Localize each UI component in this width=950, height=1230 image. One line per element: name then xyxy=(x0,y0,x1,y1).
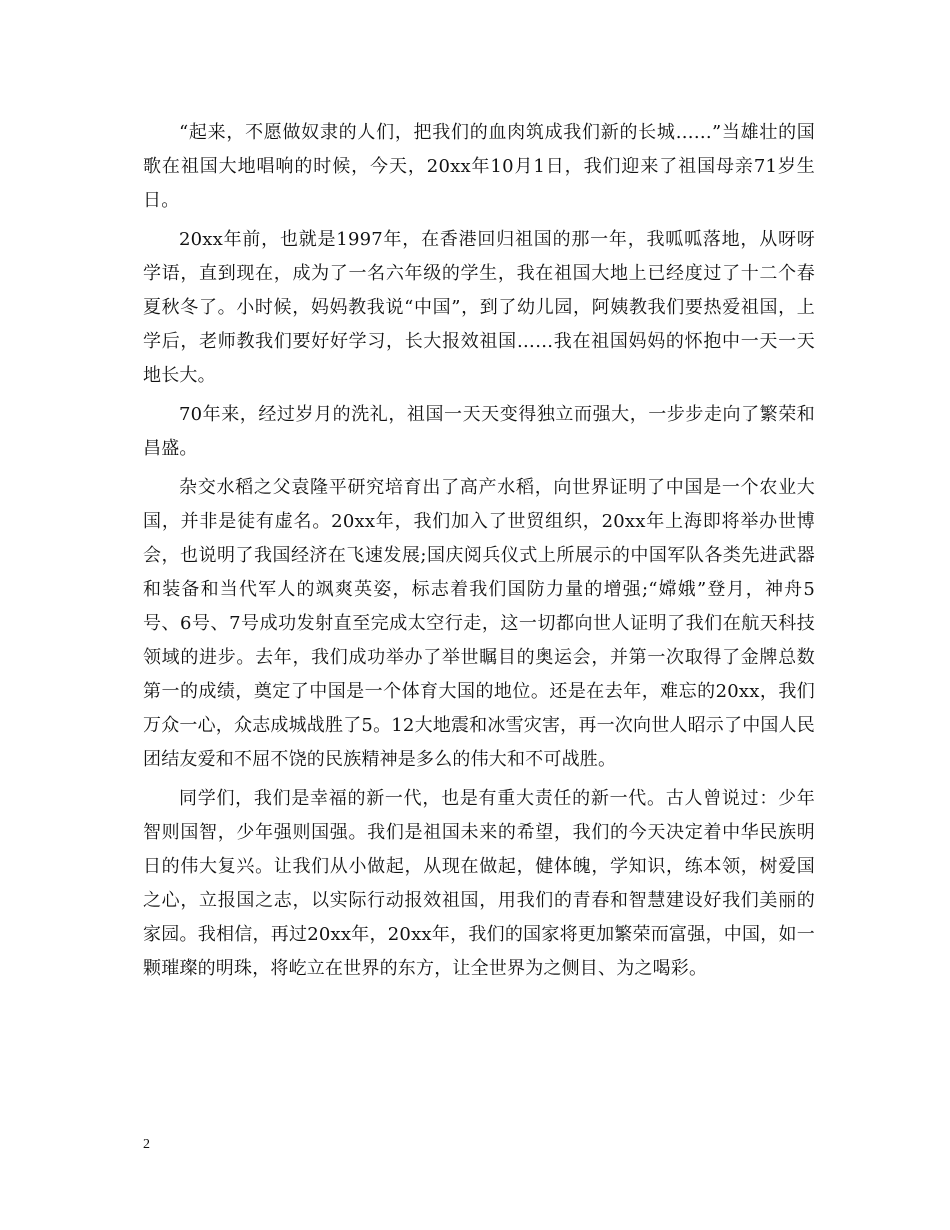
paragraph-childhood: 20xx年前，也就是1997年，在香港回归祖国的那一年，我呱呱落地，从呀呀学语，直到现在，成为了一名六年级的学生，我在祖国大地上已经度过了十二个春夏秋冬了。小时候，妈妈教我说“中国”，到了幼儿园，阿姨教我们要热爱祖国，上学后，老师教我们要好好学习，长大报效祖国……我在祖国妈妈的怀抱中一天一天地长大。 xyxy=(143,229,815,386)
paragraph-anthem: “起来，不愿做奴隶的人们，把我们的血肉筑成我们新的长城……”当雄壮的国歌在祖国大地唱响的时候，今天，20xx年10月1日，我们迎来了祖国母亲71岁生日。 xyxy=(143,122,815,211)
paragraph-achievements: 杂交水稻之父袁隆平研究培育出了高产水稻，向世界证明了中国是一个农业大国，并非是徒有虚名。20xx年，我们加入了世贸组织，20xx年上海即将举办世博会，也说明了我国经济在飞速发展;国庆阅兵仪式上所展示的中国军队各类先进武器和装备和当代军人的飒爽英姿，标志着我们国防力量的增强;“嫦娥”登月，神舟5号、6号、7号成功发射直至完成太空行走，这一切都向世人证明了我们在航天科技领域的进步。去年，我们成功举办了举世瞩目的奥运会，并第一次取得了金牌总数第一的成绩，奠定了中国是一个体育大国的地位。还是在去年，难忘的20xx，我们万众一心，众志成城战胜了5。12大地震和冰雪灾害，再一次向世人昭示了中国人民团结友爱和不屈不饶的民族精神是多么的伟大和不可战胜。 xyxy=(143,477,815,770)
page-number: 2 xyxy=(143,1137,150,1152)
paragraph-call-to-action: 同学们，我们是幸福的新一代，也是有重大责任的新一代。古人曾说过：少年智则国智，少年强则国强。我们是祖国未来的希望，我们的今天决定着中华民族明日的伟大复兴。让我们从小做起，从现在做起，健体魄，学知识，练本领，树爱国之心，立报国之志，以实际行动报效祖国，用我们的青春和智慧建设好我们美丽的家园。我相信，再过20xx年，20xx年，我们的国家将更加繁荣而富强，中国，如一颗璀璨的明珠，将屹立在世界的东方，让全世界为之侧目、为之喝彩。 xyxy=(143,788,815,979)
paragraph-seventy-years: 70年来，经过岁月的洗礼，祖国一天天变得独立而强大，一步步走向了繁荣和昌盛。 xyxy=(143,404,815,459)
document-body xyxy=(143,116,815,991)
